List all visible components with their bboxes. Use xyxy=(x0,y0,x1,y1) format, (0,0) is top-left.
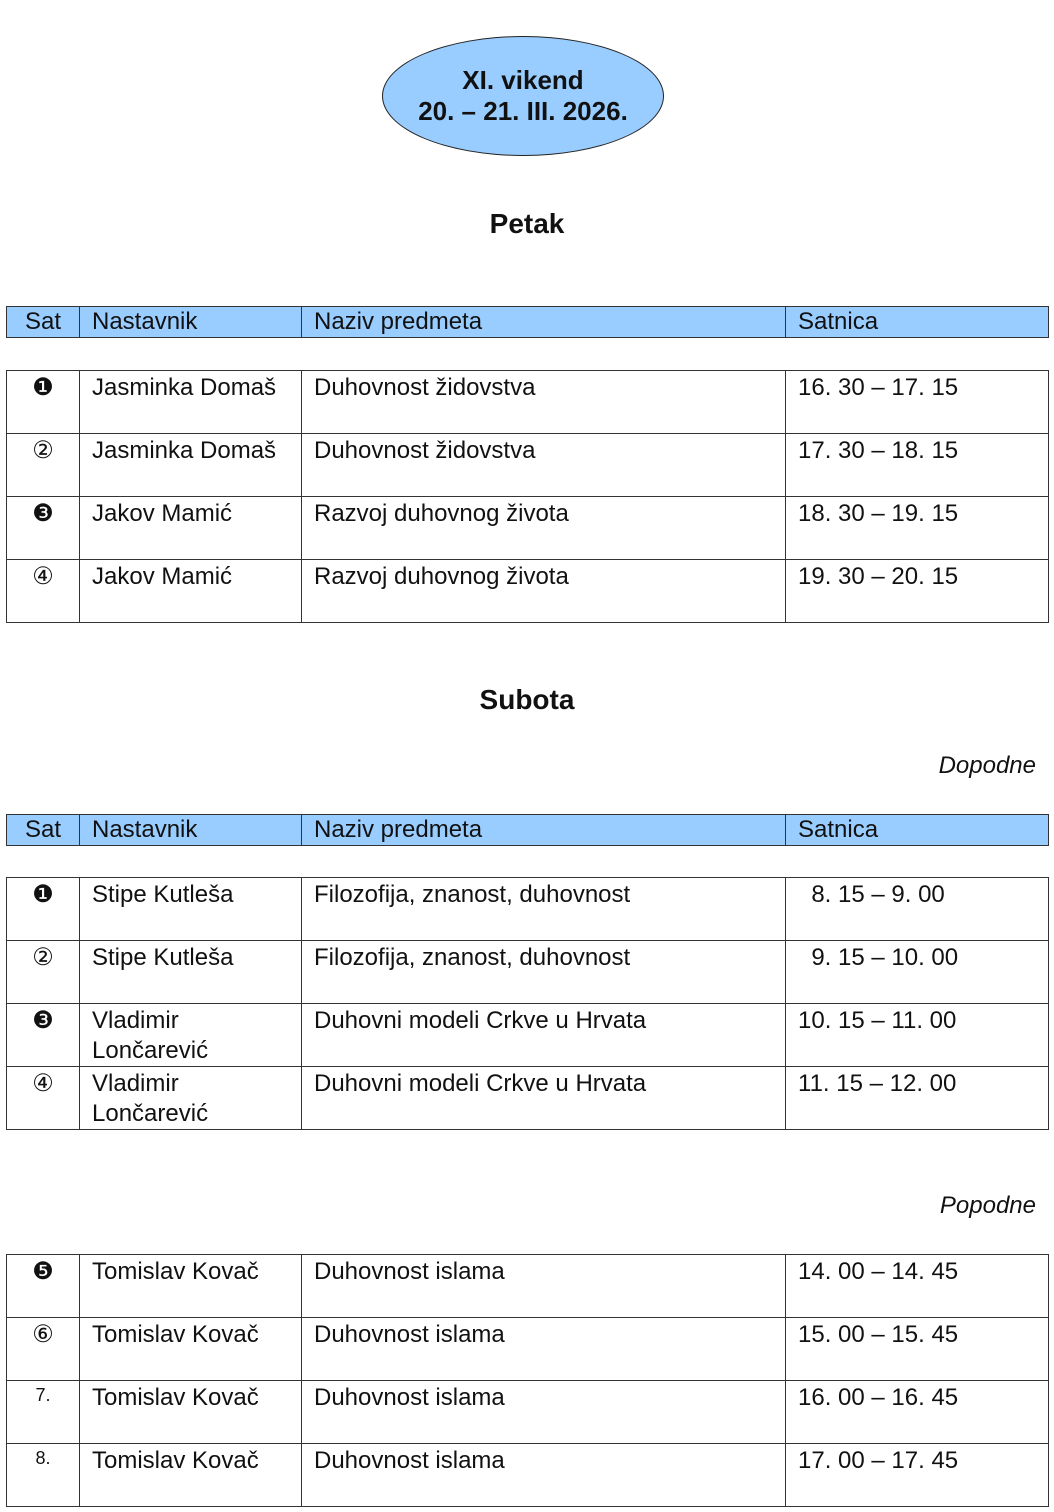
teacher: Vladimir Lončarević xyxy=(80,1004,302,1067)
time: 10. 15 – 11. 00 xyxy=(786,1004,1049,1067)
col-sat: Sat xyxy=(7,307,80,338)
col-teacher: Nastavnik xyxy=(80,307,302,338)
col-subject: Naziv predmeta xyxy=(302,307,786,338)
saturday-title: Subota xyxy=(479,684,575,715)
table-row xyxy=(7,941,1049,1004)
friday-title: Petak xyxy=(489,208,565,239)
afternoon-label: Popodne xyxy=(939,1192,1036,1219)
time: 9. 15 – 10. 00 xyxy=(786,941,1049,1004)
table-row xyxy=(7,1381,1049,1444)
table-row xyxy=(7,1444,1049,1507)
time: 16. 00 – 16. 45 xyxy=(786,1381,1049,1444)
time: 11. 15 – 12. 00 xyxy=(786,1067,1049,1130)
teacher: Tomislav Kovač xyxy=(80,1381,302,1444)
subject: Razvoj duhovnog života xyxy=(302,497,786,560)
teacher: Jakov Mamić xyxy=(80,497,302,560)
time: 15. 00 – 15. 45 xyxy=(786,1318,1049,1381)
sat-number: 7. xyxy=(7,1381,80,1444)
subject: Duhovnost židovstva xyxy=(302,434,786,497)
saturday-header-table xyxy=(6,814,1049,846)
table-row xyxy=(7,434,1049,497)
table-row xyxy=(7,1255,1049,1318)
sat-number: ④ xyxy=(7,560,80,623)
col-time: Satnica xyxy=(786,815,1049,846)
time: 16. 30 – 17. 15 xyxy=(786,371,1049,434)
table-row xyxy=(7,560,1049,623)
subject: Duhovnost islama xyxy=(302,1255,786,1318)
saturday-afternoon-table xyxy=(6,1254,1049,1507)
time: 17. 30 – 18. 15 xyxy=(786,434,1049,497)
sat-number: ⑥ xyxy=(7,1318,80,1381)
morning-label: Dopodne xyxy=(938,752,1036,779)
subject: Razvoj duhovnog života xyxy=(302,560,786,623)
col-sat: Sat xyxy=(7,815,80,846)
friday-table xyxy=(6,370,1049,623)
time: 14. 00 – 14. 45 xyxy=(786,1255,1049,1318)
col-subject: Naziv predmeta xyxy=(302,815,786,846)
subject: Duhovni modeli Crkve u Hrvata xyxy=(302,1004,786,1067)
teacher: Jasminka Domaš xyxy=(80,434,302,497)
time: 18. 30 – 19. 15 xyxy=(786,497,1049,560)
col-time: Satnica xyxy=(786,307,1049,338)
teacher: Tomislav Kovač xyxy=(80,1255,302,1318)
subject: Duhovnost islama xyxy=(302,1444,786,1507)
sat-number: ② xyxy=(7,434,80,497)
sat-number: ❶ xyxy=(7,878,80,941)
weekend-title: XI. vikend xyxy=(462,65,584,95)
sat-number: ❸ xyxy=(7,497,80,560)
subject: Duhovni modeli Crkve u Hrvata xyxy=(302,1067,786,1130)
saturday-morning-table xyxy=(6,877,1049,1130)
time: 17. 00 – 17. 45 xyxy=(786,1444,1049,1507)
table-row xyxy=(7,1004,1049,1067)
sat-number: ④ xyxy=(7,1067,80,1130)
subject: Filozofija, znanost, duhovnost xyxy=(302,941,786,1004)
subject: Duhovnost židovstva xyxy=(302,371,786,434)
friday-header-table xyxy=(6,306,1049,338)
sat-number: ❸ xyxy=(7,1004,80,1067)
table-row xyxy=(7,497,1049,560)
time: 19. 30 – 20. 15 xyxy=(786,560,1049,623)
sat-number: ② xyxy=(7,941,80,1004)
teacher: Stipe Kutleša xyxy=(80,878,302,941)
teacher: Tomislav Kovač xyxy=(80,1444,302,1507)
time: 8. 15 – 9. 00 xyxy=(786,878,1049,941)
table-row xyxy=(7,1067,1049,1130)
weekend-dates: 20. – 21. III. 2026. xyxy=(418,96,628,126)
sat-number: ❺ xyxy=(7,1255,80,1318)
subject: Duhovnost islama xyxy=(302,1318,786,1381)
sat-number: 8. xyxy=(7,1444,80,1507)
table-row xyxy=(7,878,1049,941)
weekend-badge xyxy=(382,36,664,156)
subject: Duhovnost islama xyxy=(302,1381,786,1444)
col-teacher: Nastavnik xyxy=(80,815,302,846)
sat-number: ❶ xyxy=(7,371,80,434)
subject: Filozofija, znanost, duhovnost xyxy=(302,878,786,941)
teacher: Jakov Mamić xyxy=(80,560,302,623)
teacher: Jasminka Domaš xyxy=(80,371,302,434)
table-row xyxy=(7,371,1049,434)
table-row xyxy=(7,1318,1049,1381)
teacher: Stipe Kutleša xyxy=(80,941,302,1004)
teacher: Tomislav Kovač xyxy=(80,1318,302,1381)
teacher: Vladimir Lončarević xyxy=(80,1067,302,1130)
